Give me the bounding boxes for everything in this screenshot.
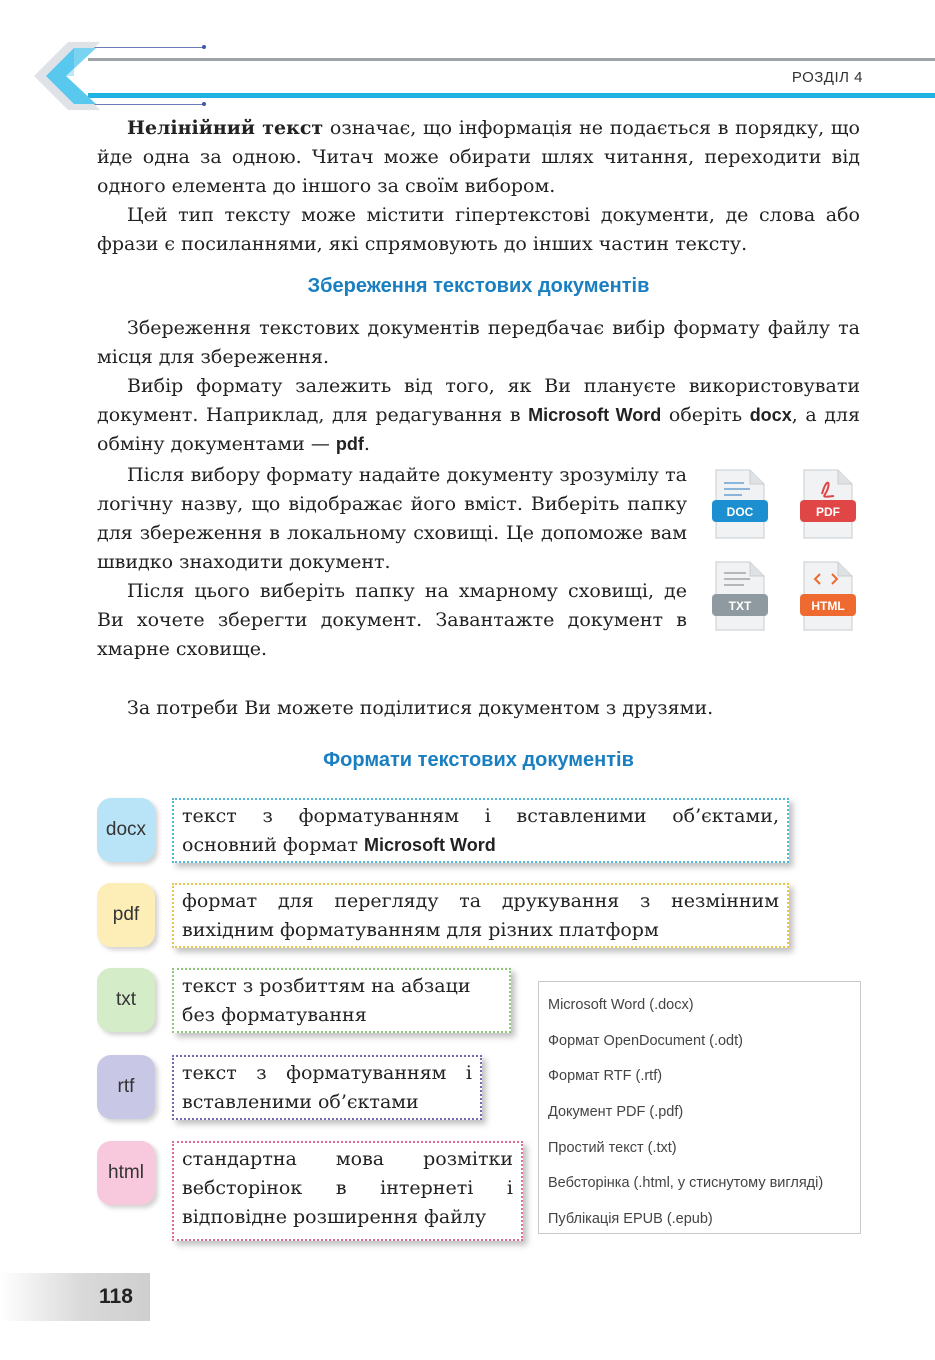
header-blue-rule bbox=[88, 93, 935, 98]
header-bar bbox=[0, 0, 935, 110]
format-desc-pdf: формат для перегляду та друкування з незмінним вихідним форматуванням для різних платформ bbox=[182, 890, 779, 941]
format-tab-pdf bbox=[97, 883, 155, 947]
term-microsoft-word: Microsoft Word bbox=[528, 405, 662, 425]
format-tab-txt-label: txt bbox=[115, 989, 137, 1010]
saving-paragraph-2-d: . bbox=[363, 433, 370, 455]
pdf-icon-label: PDF bbox=[816, 505, 840, 519]
html-file-icon bbox=[800, 560, 856, 632]
format-tab-rtf bbox=[97, 1055, 155, 1119]
header-gray-rule bbox=[88, 58, 935, 61]
format-tab-html bbox=[97, 1141, 155, 1205]
format-box-pdf bbox=[172, 883, 789, 948]
format-box-txt bbox=[172, 968, 511, 1033]
saving-text-wrapped bbox=[97, 461, 687, 664]
section-label: РОЗДІЛ 4 bbox=[791, 69, 863, 86]
doc-file-icon bbox=[712, 468, 768, 540]
format-desc-rtf: текст з форматуванням і вставленими об’єктами bbox=[182, 1062, 472, 1113]
html-icon-label: HTML bbox=[811, 599, 845, 613]
saving-text-bottom bbox=[97, 694, 860, 723]
format-box-html bbox=[172, 1141, 523, 1241]
format-box-rtf bbox=[172, 1055, 482, 1120]
header-thin-rule-top bbox=[92, 47, 204, 48]
format-desc-html: стандартна мова розмітки вебсторінок в інтернеті і відповідне розширення файлу bbox=[182, 1148, 513, 1228]
saving-paragraph-2 bbox=[97, 372, 860, 459]
format-box-docx bbox=[172, 798, 789, 863]
saving-paragraph-2-c: , а для обміну документами — bbox=[97, 404, 860, 455]
save-format-option[interactable]: Microsoft Word (.docx) bbox=[548, 997, 694, 1013]
saving-paragraph-4: Після цього виберіть папку на хмарному сховищі, де Ви хочете зберегти документ. Завантажте документ в хмарне сховище. bbox=[97, 580, 687, 660]
heading-document-formats: Формати текстових документів bbox=[323, 749, 634, 771]
saving-paragraph-1: Збереження текстових документів передбачає вибір формату файлу та місця для збереження. bbox=[97, 317, 860, 368]
term-docx: docx bbox=[749, 405, 792, 425]
format-tab-txt bbox=[97, 968, 155, 1032]
format-desc-docx: текст з форматуванням і вставленими об’єктами, основний формат bbox=[182, 805, 779, 856]
term-nonlinear-text: Нелінійний текст bbox=[127, 117, 324, 139]
save-format-option[interactable]: Публікація EPUB (.epub) bbox=[548, 1211, 713, 1228]
double-chevron-left-icon bbox=[28, 40, 108, 112]
save-format-option[interactable]: Документ PDF (.pdf) bbox=[548, 1104, 684, 1121]
format-tab-rtf-label: rtf bbox=[117, 1076, 135, 1097]
save-format-option[interactable]: Простий текст (.txt) bbox=[548, 1139, 677, 1156]
pdf-file-icon bbox=[800, 468, 856, 540]
term-pdf: pdf bbox=[335, 434, 364, 454]
header-dot-top bbox=[202, 45, 206, 49]
format-tab-docx-label: docx bbox=[105, 819, 147, 840]
save-format-option[interactable]: Формат OpenDocument (.odt) bbox=[548, 1032, 743, 1049]
intro-paragraph-1-text: означає, що інформація не подається в порядку, що йде одна за одною. Читач може обирати шлях читання, переходити від одного елемента до іншого за своїм вибором. bbox=[97, 117, 860, 197]
heading-saving-documents: Збереження текстових документів bbox=[307, 275, 650, 297]
intro-paragraph-2: Цей тип тексту може містити гіпертекстові документи, де слова або фрази є посиланнями, які спрямовують до інших частин тексту. bbox=[97, 204, 860, 255]
format-desc-txt: текст з розбиттям на абзаци без форматування bbox=[182, 975, 471, 1026]
format-tab-html-label: html bbox=[108, 1162, 144, 1183]
saving-text-top bbox=[97, 314, 860, 459]
page-number: 118 bbox=[99, 1285, 133, 1308]
save-format-option[interactable]: Формат RTF (.rtf) bbox=[548, 1068, 663, 1085]
saving-paragraph-5: За потреби Ви можете поділитися документом з друзями. bbox=[127, 697, 714, 719]
txt-icon-label: TXT bbox=[728, 599, 752, 613]
intro-paragraph-1 bbox=[97, 114, 860, 201]
saving-paragraph-2-b: оберіть bbox=[661, 404, 750, 426]
format-tab-docx bbox=[97, 798, 155, 862]
header-dot-bottom bbox=[202, 102, 206, 106]
doc-icon-label: DOC bbox=[726, 505, 754, 519]
save-format-option[interactable]: Вебсторінка (.html, у стиснутому вигляді) bbox=[548, 1175, 824, 1192]
intro-text bbox=[97, 114, 860, 259]
saving-paragraph-3: Після вибору формату надайте документу зрозумілу та логічну назву, що відображає його вміст. Виберіть папку для збереження в локальному сховищі. Це допоможе вам швидко знаходити документ. bbox=[97, 464, 687, 573]
header-thin-rule-bottom bbox=[92, 104, 204, 105]
format-tab-pdf-label: pdf bbox=[112, 904, 140, 925]
save-as-format-list bbox=[538, 981, 861, 1234]
format-desc-docx-bold: Microsoft Word bbox=[364, 835, 496, 855]
txt-file-icon bbox=[712, 560, 768, 632]
saving-paragraph-2-a: Вибір формату залежить від того, як Ви плануєте використовувати документ. Наприклад, для редагування в bbox=[97, 375, 860, 426]
